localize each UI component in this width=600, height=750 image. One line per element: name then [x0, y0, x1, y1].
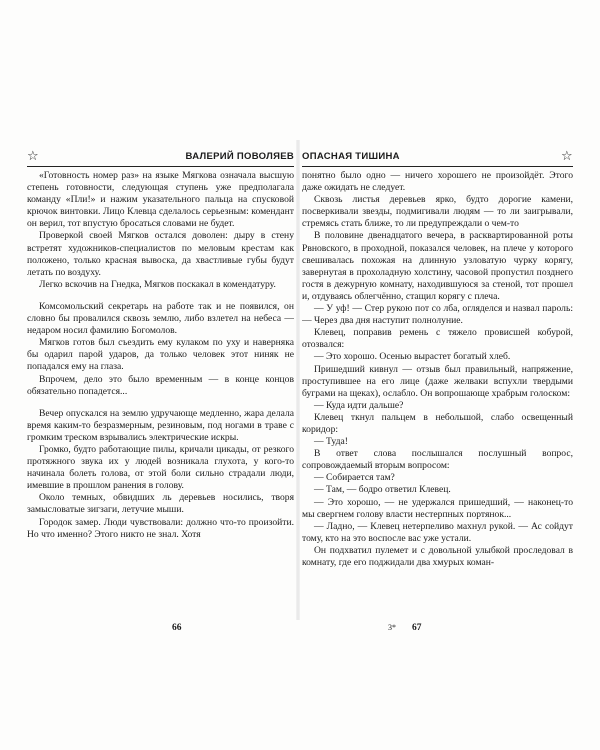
paragraph: Городок замер. Люди чувствовали: должно что-то произойти. Но что именно? Этого никто не знал. Хотя [27, 516, 294, 540]
left-running-header [27, 150, 294, 164]
paragraph: понятно было одно — ничего хорошего не произойдёт. Этого даже ожидать не следует. [302, 170, 573, 194]
paragraph: — Это хорошо. Осенью вырастет богатый хлеб. [314, 351, 511, 363]
paragraph: Пришедший кивнул — отзыв был правильный, напряжение, проступившее на его лице (даже желваки вспухли твердыми буграми на щеках), ослабло. Он вопрошающе храбрым голоском: [302, 363, 573, 399]
paragraph: Комсомольский секретарь на работе так и не появился, он словно бы провалился сквозь землю, либо взлетел на небеса — недаром носил фамилию Богомолов. [27, 300, 294, 337]
paragraph: — У уф! — Стер рукою пот со лба, огляделся и назвал пароль: — Через два дня наступит полнолуние. [302, 303, 573, 327]
paragraph: Сквозь листья деревьев ярко, будто дорогие камени, посверкивали звезды, подмигивали людям — то ли заигрывали, стремясь стать ближе, то ли предупреждали о чем-то [302, 194, 573, 230]
paragraph: Вечер опускался на землю удручающе медленно, жара делала время каким-то безразмерным, резиновым, под ногами в траве с громким треском взрывались электрические искры. [27, 407, 294, 443]
left-page-number: 66 [172, 623, 182, 633]
right-running-header [302, 150, 573, 164]
paragraph: «Готовность номер раз» на языке Мягкова означала высшую степень готовности, следующая ступень уже предполагала команду «Пли!» и нажим указательного пальца на спусковой крючок винтовки. Лицо Клевца сделалось серьезным: комендант он верил, тот впустую бросаться словами не будет. [27, 170, 294, 230]
paragraph: Мягков готов был съездить ему кулаком по уху и наверняка бы одарил парой ударов, да только человек этот ниняк не попадался ему на глаза. [27, 337, 294, 373]
right-page-number: 67 [412, 623, 422, 633]
right-header-rule [302, 166, 573, 167]
paragraph: — Там, — бодро ответил Клевец. [314, 484, 451, 496]
paragraph: — Туда! [314, 436, 348, 448]
paragraph: Проверкой своей Мягков остался доволен: дыру в стену встретят художников-специалистов по меловым крестам как положено, только красная вывоска, да хвастливые губы будут летать по воздуху. [27, 230, 294, 278]
signature-mark: 3* [388, 623, 396, 632]
right-page [302, 150, 573, 620]
left-header-rule [27, 166, 294, 167]
paragraph: — Куда идти дальше? [314, 399, 404, 411]
star-ornament-icon: ☆ [561, 150, 573, 163]
paragraph: — Ладно, — Клевец нетерпеливо махнул рукой. — Ас сойдут тому, кто на это воспосле вас уже устали. [302, 520, 573, 544]
paragraph: Клевец ткнул пальцем в небольшой, слабо освещенный коридор: [302, 411, 573, 435]
left-page [27, 150, 294, 620]
right-page-text [302, 170, 573, 569]
paragraph: — Это хорошо, — не удержался пришедший, — наконец-то мы свергнем голову власти нестерпных портянок... [302, 496, 573, 520]
paragraph: Около темных, обвидших ль деревьев носились, творя замысловатые зигзаги, летучие мыши. [27, 492, 294, 516]
star-ornament-icon: ☆ [27, 150, 39, 163]
paragraph: Громко, будто работающие пилы, кричали цикады, от резкого протяжного звука их у людей возникала глухота, у кого-то начинала болеть голова, от этой боли сильно страдали люди, имевшие в прошлом ранения в голову. [27, 443, 294, 492]
paragraph: В ответ слова послышался послушный вопрос, сопровождаемый вторым вопросом: [302, 448, 573, 472]
book-gutter [296, 140, 300, 620]
paragraph: Клевец, поправив ремень с тяжело провисшей кобурой, отозвался: [302, 327, 573, 351]
left-page-text [27, 170, 294, 541]
left-running-head-title: ВАЛЕРИЙ ПОВОЛЯЕВ [185, 151, 294, 162]
right-running-head-title: ОПАСНАЯ ТИШИНА [302, 151, 400, 162]
paragraph: Он подхватил пулемет и с довольной улыбкой проследовал в комнату, где его поджидали два хмурых коман- [302, 544, 573, 568]
paragraph: Легко вскочив на Гнедка, Мягков поскакал в комендатуру. [39, 278, 276, 290]
paragraph: — Собирается там? [314, 472, 395, 484]
paragraph: Впрочем, дело это было временным — в конце концов обязательно попадется... [27, 373, 294, 397]
paragraph: В половине двенадцатого вечера, в расквартированной роты Рвновского, в проходной, показался человек, на плече у которого свешивалась похожая на длинную узловатую чурку корягу, завернутая в прохоладную холстину, часовой пропустил позднего гостя в дежурную комнату, находившуюся за стеной, тот прошел и, отдуваясь облегчённо, стащил корягу с плеча. [302, 230, 573, 302]
